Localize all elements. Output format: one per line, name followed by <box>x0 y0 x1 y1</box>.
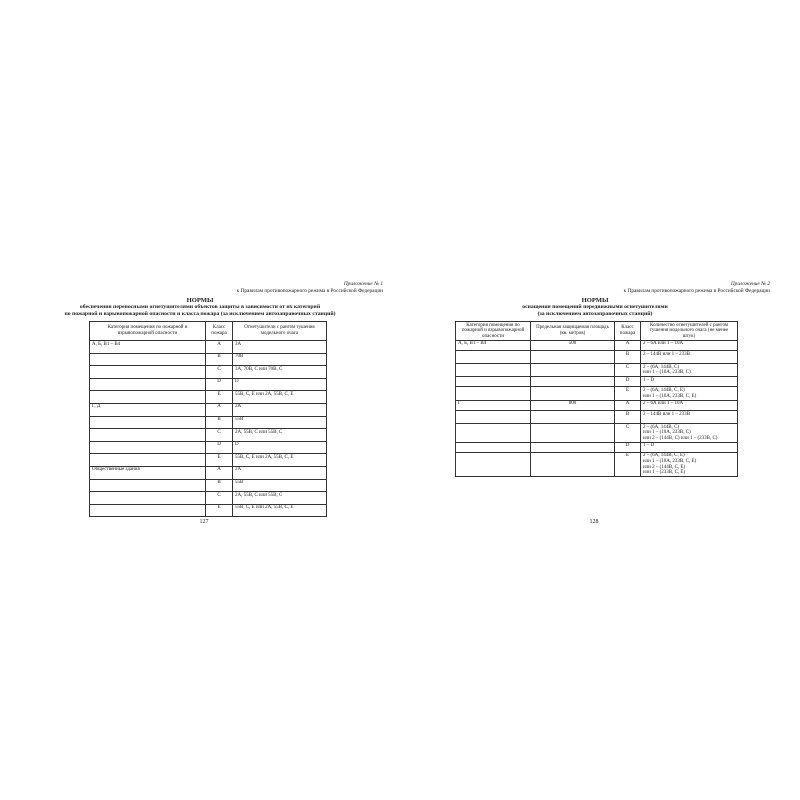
table-row <box>456 442 738 452</box>
page-number: 128 <box>589 519 599 525</box>
table-row <box>456 364 738 377</box>
cell-fire-class: Е <box>206 391 233 404</box>
document-title: НОРМЫ <box>186 297 214 304</box>
cell-fire-class: А <box>206 403 233 416</box>
header-category: Категория помещения по пожарной и взрывопожарной опасности <box>90 322 206 341</box>
cell-extinguisher-count: 2 – (6А, 144В, С) или 1 – (10А, 233В, С) или 2 – (144В, С) или 1 – (233В, С) <box>641 424 738 443</box>
header-fire-class: Класс пожара <box>615 322 641 341</box>
cell-extinguishers: D <box>233 378 327 391</box>
cell-extinguishers: 55В, С, Е или 2А, 55В, С, Е <box>233 454 327 467</box>
cell-extinguisher-count: 2 – (6А, 144В, С, Е) или 1 – (10А, 233В, С, Е) <box>641 387 738 400</box>
cell-category <box>90 454 206 467</box>
cell-category <box>90 416 206 429</box>
cell-category <box>456 442 531 452</box>
appendix-subtitle: к Правилам противопожарного режима в Российской Федерации <box>236 288 383 294</box>
cell-fire-class: А <box>206 466 233 479</box>
cell-category: А, Б, В1 – В4 <box>90 341 206 354</box>
cell-fire-class: С <box>615 424 641 443</box>
cell-category <box>90 378 206 391</box>
table-row <box>90 441 327 454</box>
table-row <box>90 341 327 354</box>
cell-area <box>531 452 615 476</box>
table-row <box>456 411 738 424</box>
cell-area <box>531 411 615 424</box>
cell-area <box>531 442 615 452</box>
norms-table-mobile <box>455 321 738 477</box>
table-header-row <box>456 322 738 341</box>
cell-category: Общественные здания <box>90 466 206 479</box>
appendix-label: Приложение № 2 <box>730 281 770 287</box>
cell-fire-class: В <box>615 411 641 424</box>
cell-fire-class: В <box>206 416 233 429</box>
subtitle-line-1: обеспечения переносными огнетушителями объектов защиты в зависимости от их категорий <box>79 304 321 310</box>
table-row <box>456 340 738 351</box>
norms-table-portable <box>89 321 327 517</box>
table-row <box>90 466 327 479</box>
table-row <box>90 492 327 505</box>
cell-fire-class: А <box>615 340 641 351</box>
page-number: 127 <box>199 519 209 525</box>
cell-extinguishers: 55В <box>233 479 327 492</box>
right-page <box>400 0 800 800</box>
cell-extinguisher-count: 2 – (6А, 144В, С) или 1 – (10А, 233В, С) <box>641 364 738 377</box>
cell-fire-class: С <box>206 429 233 442</box>
table-row <box>456 351 738 364</box>
cell-category <box>90 391 206 404</box>
appendix-label: Приложение № 1 <box>343 281 383 287</box>
cell-fire-class: Е <box>206 454 233 467</box>
cell-fire-class: Е <box>206 504 233 517</box>
cell-extinguisher-count: 2 – 6А или 1 – 10А <box>641 400 738 411</box>
document-title: НОРМЫ <box>581 297 609 304</box>
document-subtitle <box>455 304 735 317</box>
cell-extinguishers: 55В, С, Е или 2А, 55В, С, Е <box>233 391 327 404</box>
header-extinguisher-count: Количество огнетушителей с рангом тушения модельного очага (не менее штук) <box>641 322 738 341</box>
cell-category <box>90 479 206 492</box>
header-fire-class: Класс пожара <box>206 322 233 341</box>
document-subtitle <box>26 304 374 317</box>
cell-fire-class: В <box>206 353 233 366</box>
table-row <box>90 353 327 366</box>
table-row <box>456 387 738 400</box>
cell-fire-class: С <box>206 366 233 379</box>
table-row <box>90 391 327 404</box>
cell-extinguisher-count: 2 – 144В или 1 – 233В <box>641 411 738 424</box>
cell-category <box>456 424 531 443</box>
cell-fire-class: D <box>206 378 233 391</box>
table-row <box>456 424 738 443</box>
cell-extinguishers: 2А <box>233 466 327 479</box>
cell-fire-class: А <box>615 400 641 411</box>
table-row <box>90 366 327 379</box>
subtitle-line-2: по пожарной и взрывопожарной опасности и класса пожара (за исключением автозаправочных станций) <box>64 310 336 317</box>
subtitle-line-2: (за исключением автозаправочных станций) <box>537 310 653 317</box>
cell-fire-class: В <box>206 479 233 492</box>
table-row <box>90 454 327 467</box>
table-header-row <box>90 322 327 341</box>
table-row <box>90 504 327 517</box>
cell-extinguishers: 2А <box>233 403 327 416</box>
cell-category: Г <box>456 400 531 411</box>
cell-area <box>531 424 615 443</box>
cell-extinguishers: 2А, 55В, С или 55В, С <box>233 492 327 505</box>
cell-category <box>456 452 531 476</box>
table-row <box>456 400 738 411</box>
cell-extinguisher-count: 2 – 6А или 1 – 10А <box>641 340 738 351</box>
cell-extinguisher-count: 2 – 144В или 1 – 233В <box>641 351 738 364</box>
cell-fire-class: Е <box>615 387 641 400</box>
cell-fire-class: D <box>206 441 233 454</box>
cell-fire-class: Е <box>615 452 641 476</box>
table-row <box>90 416 327 429</box>
cell-category <box>90 366 206 379</box>
cell-category <box>90 492 206 505</box>
cell-extinguishers: D <box>233 441 327 454</box>
cell-extinguishers: 3А, 70В, С или 70В, С <box>233 366 327 379</box>
cell-category: А, Б, В1 – В4 <box>456 340 531 351</box>
table-row <box>456 452 738 476</box>
cell-fire-class: D <box>615 442 641 452</box>
table-row <box>456 377 738 387</box>
cell-category <box>90 441 206 454</box>
cell-extinguisher-count: 2 – (6А, 144В, С, Е) или 1 – (10А, 233В, С, Е) или 2 – (144В, С, Е) или 1 – (233В, С, Е) <box>641 452 738 476</box>
cell-category <box>456 411 531 424</box>
cell-category <box>456 387 531 400</box>
cell-extinguishers: 3А <box>233 341 327 354</box>
cell-extinguishers: 70В <box>233 353 327 366</box>
subtitle-line-1: оснащения помещений передвижными огнетушителями <box>522 304 668 310</box>
cell-area <box>531 377 615 387</box>
cell-category <box>90 504 206 517</box>
cell-fire-class: А <box>206 341 233 354</box>
header-extinguishers: Огнетушители с рангом тушения модельного очага <box>233 322 327 341</box>
cell-area <box>531 387 615 400</box>
cell-extinguishers: 55В <box>233 416 327 429</box>
cell-extinguisher-count: 1 – D <box>641 442 738 452</box>
table-row <box>90 403 327 416</box>
header-category: Категория помещения по пожарной и взрывопожарной опасности <box>456 322 531 341</box>
cell-extinguisher-count: 1 – D <box>641 377 738 387</box>
cell-category <box>456 364 531 377</box>
cell-extinguishers: 55В, С, Е или 2А, 55В, С, Е <box>233 504 327 517</box>
cell-category <box>90 429 206 442</box>
cell-fire-class: С <box>615 364 641 377</box>
header-area: Предельная защищаемая площадь (кв. метров) <box>531 322 615 341</box>
cell-fire-class: С <box>206 492 233 505</box>
table-row <box>90 479 327 492</box>
table-row <box>90 429 327 442</box>
cell-area <box>531 351 615 364</box>
cell-area <box>531 364 615 377</box>
cell-area: 500 <box>531 340 615 351</box>
cell-extinguishers: 2А, 55В, С или 55В, С <box>233 429 327 442</box>
cell-category <box>90 353 206 366</box>
cell-category <box>456 351 531 364</box>
cell-area: 800 <box>531 400 615 411</box>
cell-category <box>456 377 531 387</box>
appendix-subtitle: к Правилам противопожарного режима в Российской Федерации <box>623 288 770 294</box>
cell-fire-class: В <box>615 351 641 364</box>
cell-category: Г, Д <box>90 403 206 416</box>
table-row <box>90 378 327 391</box>
cell-fire-class: D <box>615 377 641 387</box>
